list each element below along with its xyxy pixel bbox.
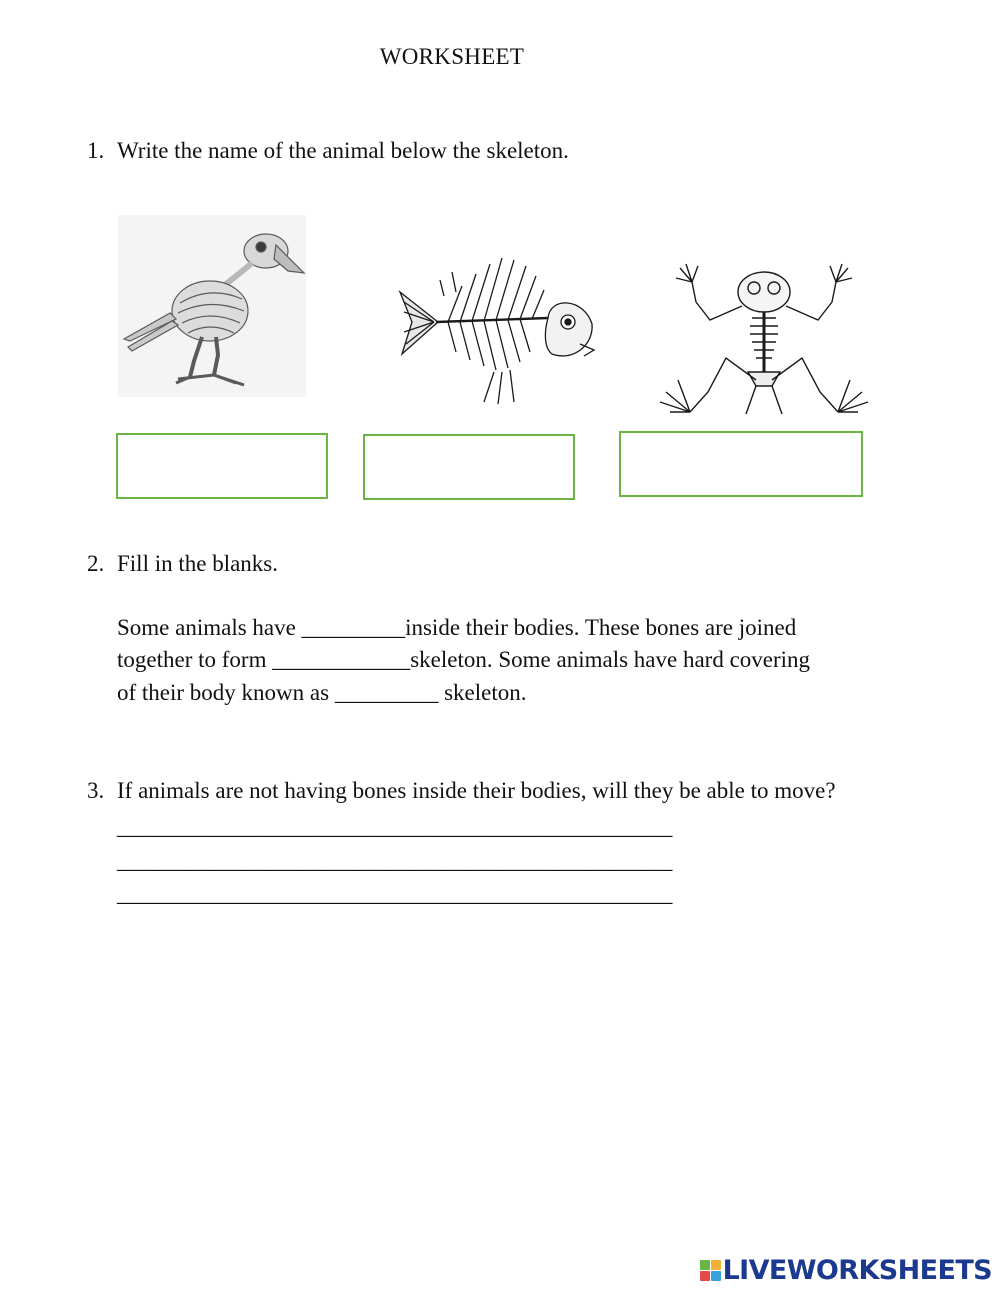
answer-line-2[interactable]: __________________________________________________: [117, 848, 673, 873]
fill-blank-line-2: together to form ____________skeleton. Some animals have hard covering: [117, 647, 811, 672]
question-1-number: 1.: [87, 138, 105, 163]
fill-blank-line-3: of their body known as _________ skeleton.: [117, 680, 527, 705]
question-2-text: Fill in the blanks.: [117, 551, 278, 576]
liveworksheets-logo-icon: [700, 1260, 721, 1281]
bird-skeleton-image: [118, 215, 306, 397]
bird-answer-box[interactable]: [116, 433, 328, 499]
fish-answer-input[interactable]: [365, 436, 573, 498]
liveworksheets-logo: [700, 1252, 992, 1288]
fill-blank-line-1: Some animals have _________inside their bodies. These bones are joined: [117, 615, 797, 640]
frog-answer-input[interactable]: [621, 433, 861, 495]
worksheet-title: WORKSHEET: [379, 44, 525, 69]
bird-answer-input[interactable]: [118, 435, 326, 497]
liveworksheets-brand-text: LIVEWORKSHEETS: [722, 1254, 992, 1286]
question-1-text: Write the name of the animal below the skeleton.: [117, 138, 569, 163]
fish-answer-box[interactable]: [363, 434, 575, 500]
frog-skeleton-image: [656, 262, 874, 418]
answer-line-1[interactable]: __________________________________________________: [117, 814, 673, 839]
frog-answer-box[interactable]: [619, 431, 863, 497]
question-2-number: 2.: [87, 551, 105, 576]
question-3-number: 3.: [87, 778, 105, 803]
fish-skeleton-image: [398, 252, 596, 410]
answer-line-3[interactable]: __________________________________________________: [117, 881, 673, 906]
question-3-text: If animals are not having bones inside their bodies, will they be able to move?: [117, 778, 836, 803]
